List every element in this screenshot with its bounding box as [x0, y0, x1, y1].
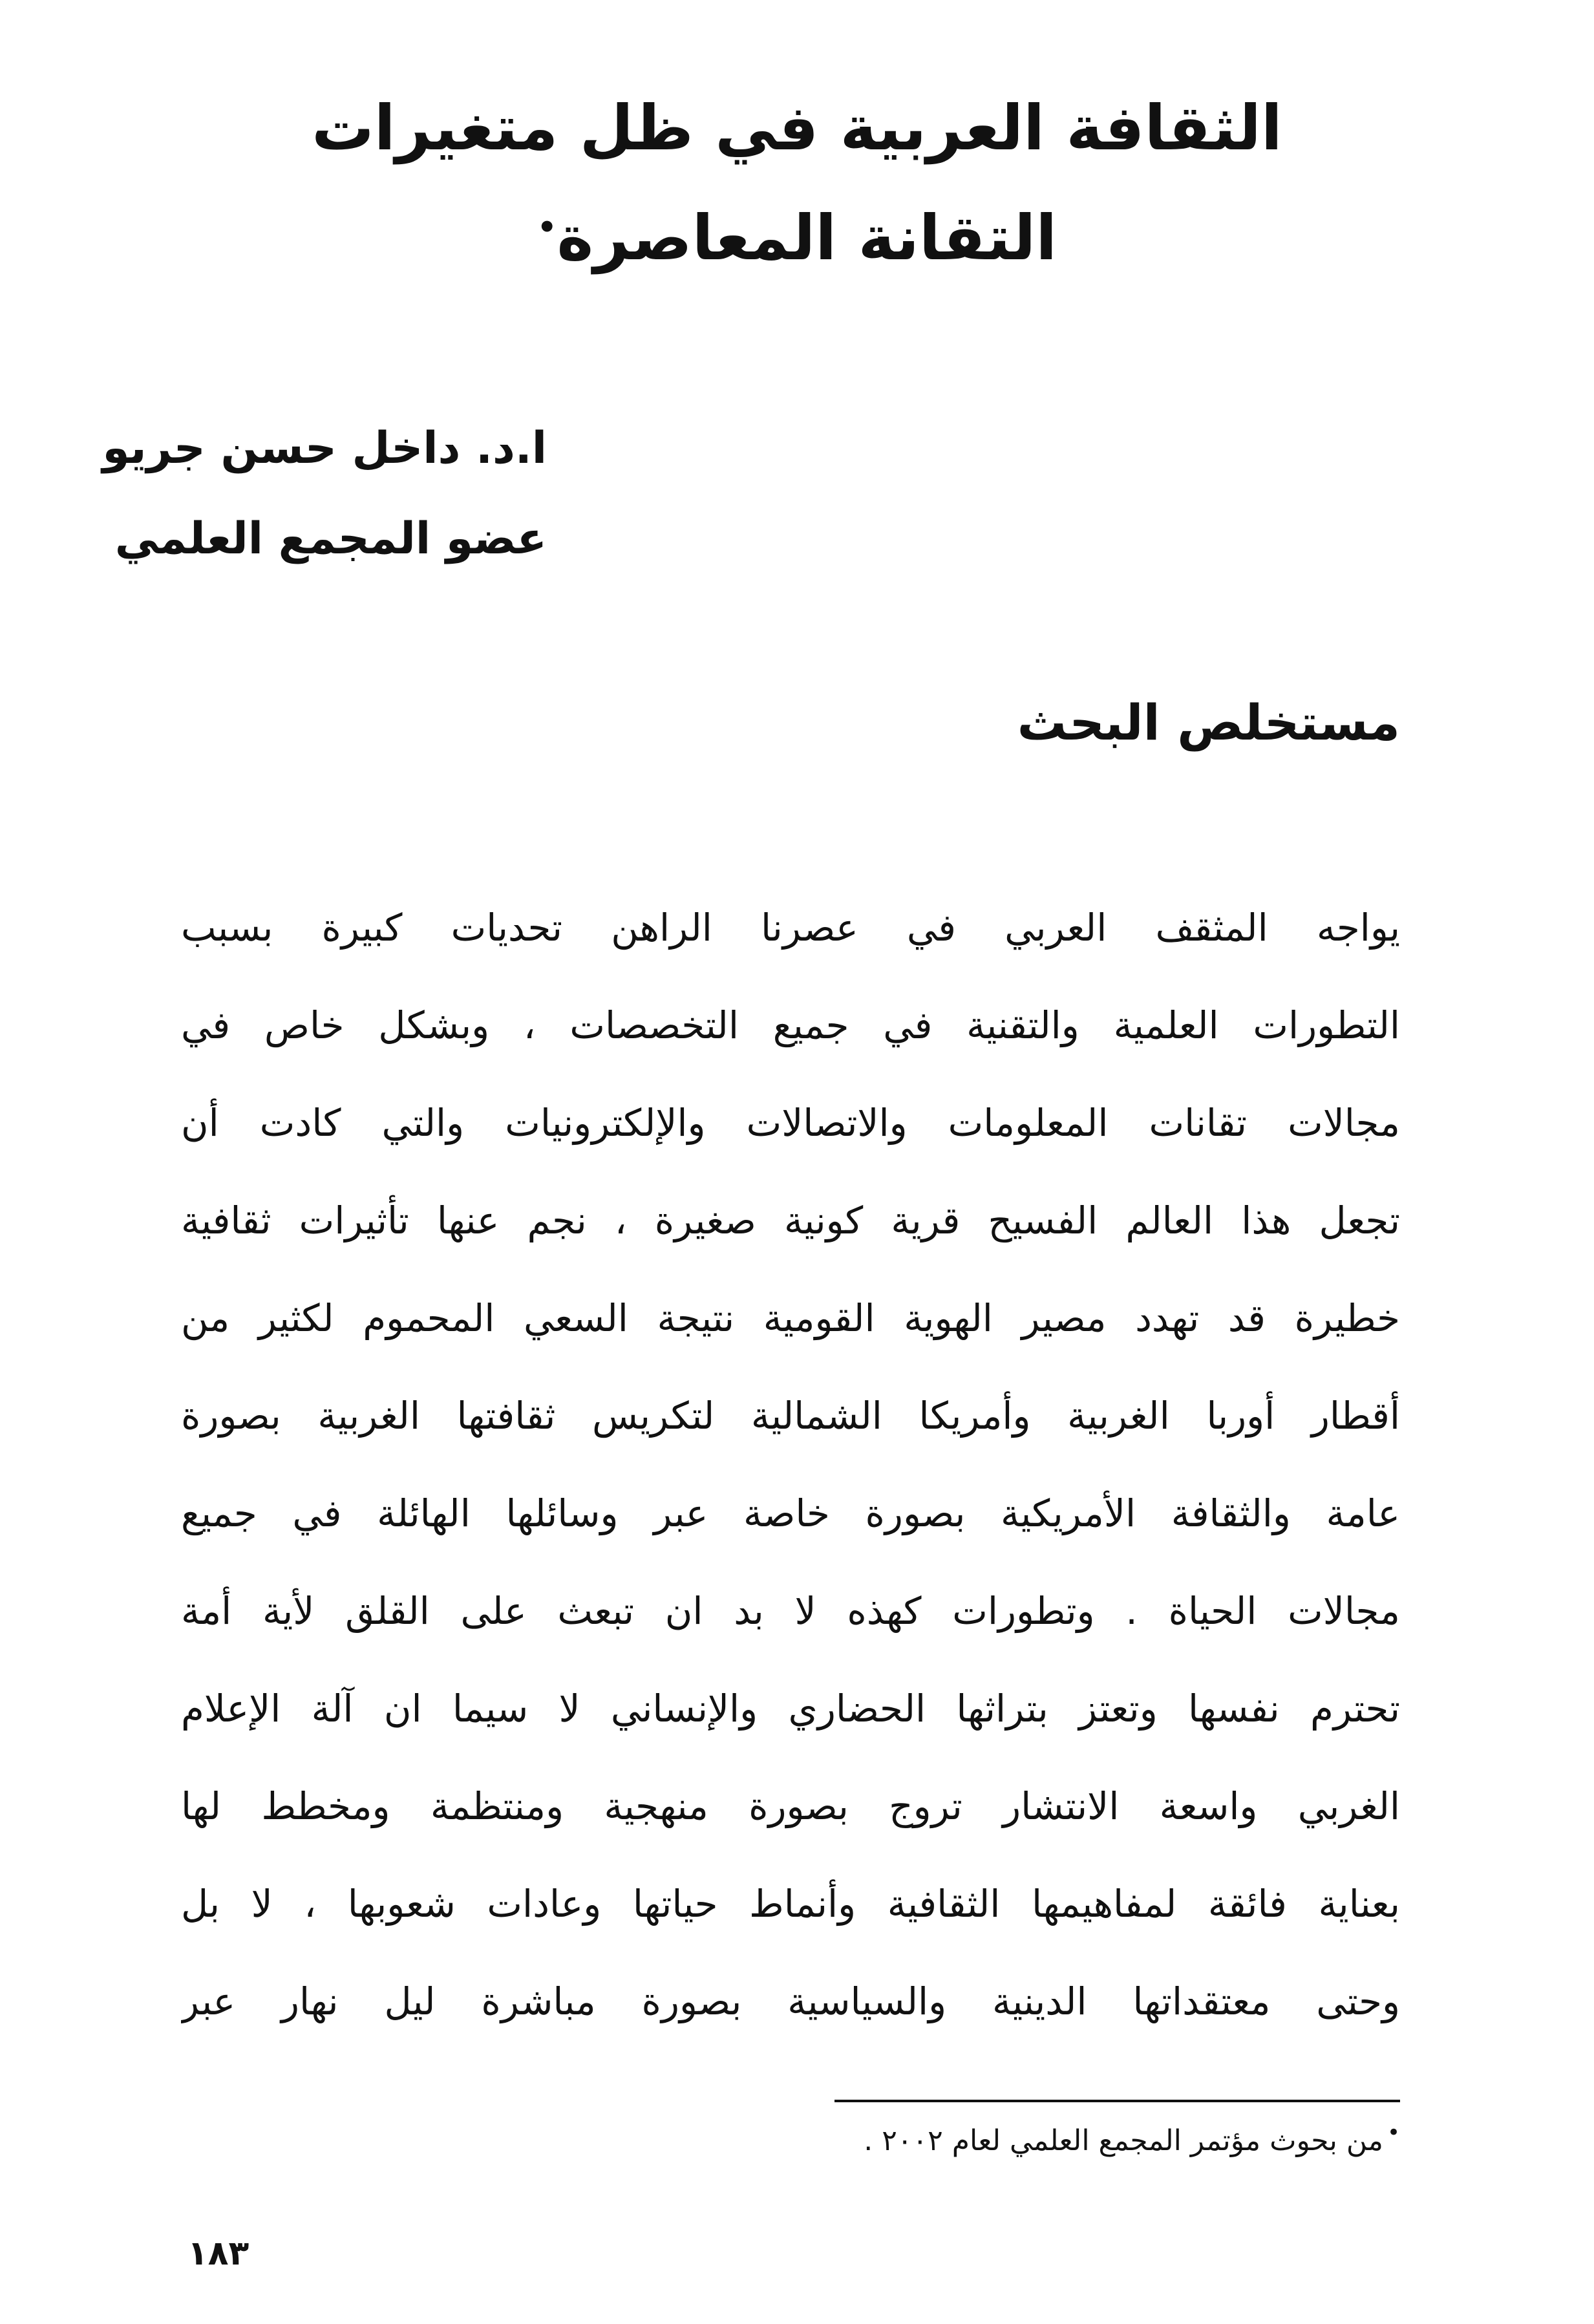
abstract-line: التطورات العلمية والتقنية في جميع التخصصات ، وبشكل خاص في [181, 1003, 1400, 1047]
author-name: ا.د. داخل حسن جريو [102, 423, 547, 474]
footnote-marker: • [1387, 2120, 1400, 2146]
abstract-body [181, 879, 1400, 2051]
abstract-line: بعناية فائقة لمفاهيمها الثقافية وأنماط حياتها وعادات شعوبها ، لا بل [181, 1882, 1400, 1926]
paper-title-line-1 [0, 92, 1594, 164]
abstract-line: عامة والثقافة الأمريكية بصورة خاصة عبر وسائلها الهائلة في جميع [181, 1491, 1400, 1535]
title-footnote-marker: • [537, 209, 557, 246]
title-text-1: الثقافة العربية في ظل متغيرات [312, 92, 1282, 164]
abstract-line: خطيرة قد تهدد مصير الهوية القومية نتيجة السعي المحموم لكثير من [181, 1296, 1400, 1340]
abstract-line: يواجه المثقف العربي في عصرنا الراهن تحديات كبيرة بسبب [181, 906, 1400, 950]
abstract-line: وحتى معتقداتها الدينية والسياسية بصورة مباشرة ليل نهار عبر [181, 1979, 1400, 2023]
abstract-line: مجالات تقانات المعلومات والاتصالات والإلكترونيات والتي كادت أن [181, 1101, 1400, 1145]
title-text-2: التقانة المعاصرة [557, 202, 1057, 274]
author-affiliation: عضو المجمع العلمي [114, 513, 547, 564]
abstract-line: مجالات الحياة . وتطورات كهذه لا بد ان تبعث على القلق لأية أمة [181, 1589, 1400, 1633]
page-number: ١٨٣ [187, 2234, 250, 2273]
footnote-divider [834, 2100, 1400, 2102]
abstract-line: تحترم نفسها وتعتز بتراثها الحضاري والإنساني لا سيما ان آلة الإعلام [181, 1687, 1400, 1731]
footnote [864, 2120, 1400, 2157]
abstract-line: تجعل هذا العالم الفسيح قرية كونية صغيرة ، نجم عنها تأثيرات ثقافية [181, 1199, 1400, 1242]
abstract-line: الغربي واسعة الانتشار تروج بصورة منهجية ومنتظمة ومخطط لها [181, 1784, 1400, 1828]
paper-title-line-2 [0, 202, 1594, 274]
abstract-heading: مستخلص البحث [1017, 694, 1400, 751]
abstract-line: أقطار أوربا الغربية وأمريكا الشمالية لتكريس ثقافتها الغربية بصورة [181, 1394, 1400, 1438]
footnote-text: من بحوث مؤتمر المجمع العلمي لعام ٢٠٠٢ . [864, 2124, 1383, 2157]
